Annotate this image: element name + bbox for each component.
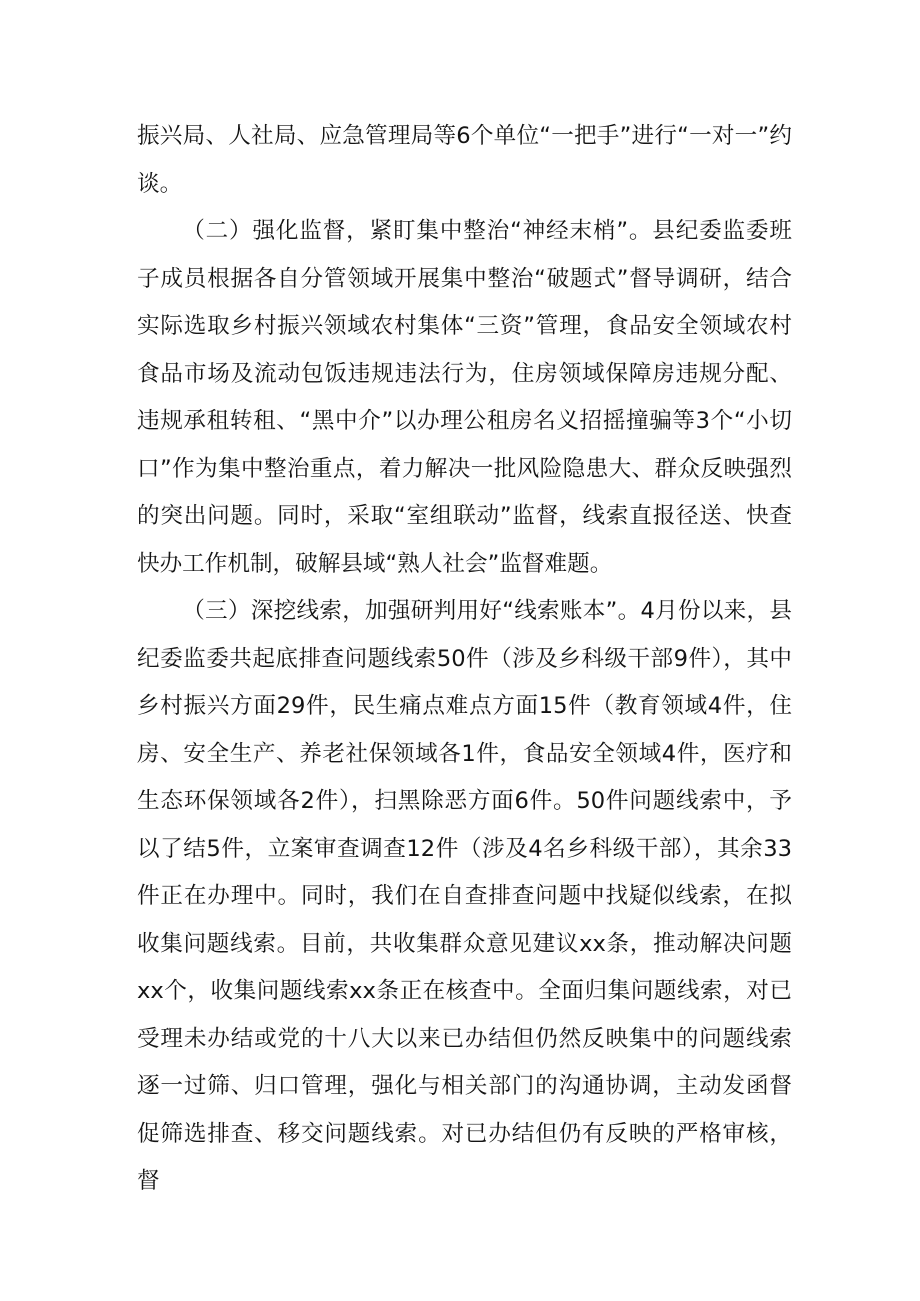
paragraph-section-3-clues: （三）深挖线索，加强研判用好“线索账本”。4月份以来，县纪委监委共起底排查问题线索50件（涉及乡科级干部9件），其中乡村振兴方面29件，民生痛点难点方面15件（教育领域4件，住房、安全生产、养老社保领域各1件，食品安全领域4件，医疗和生态环保领域各2件），扫黑除恶方面6件。50件问题线索中，予以了结5件，立案审查调查12件（涉及4名乡科级干部），其余33件正在办理中。同时，我们在自查排查问题中找疑似线索，在拟收集问题线索。目前，共收集群众意见建议xx条，推动解决问题xx个，收集问题线索xx条正在核查中。全面归集问题线索，对已受理未办结或党的十八大以来已办结但仍然反映集中的问题线索逐一过筛、归口管理，强化与相关部门的沟通协调，主动发函督促筛选排查、移交问题线索。对已办结但仍有反映的严格审核，督 [137,598,792,1194]
paragraph-continuation: 振兴局、人社局、应急管理局等6个单位“一把手”进行“一对一”约谈。 [137,123,792,197]
paragraph-section-2-supervision: （二）强化监督，紧盯集中整治“神经末梢”。县纪委监委班子成员根据各自分管领域开展集中整治“破题式”督导调研，结合实际选取乡村振兴领域农村集体“三资”管理，食品安全领域农村食品市场及流动包饭违规违法行为，住房领域保障房违规分配、违规承租转租、“黑中介”以办理公租房名义招摇撞骗等3个“小切口”作为集中整治重点，着力解决一批风险隐患大、群众反映强烈的突出问题。同时，采取“室组联动”监督，线索直报径送、快查快办工作机制，破解县域“熟人社会”监督难题。 [137,218,792,577]
document-body [137,113,792,1206]
